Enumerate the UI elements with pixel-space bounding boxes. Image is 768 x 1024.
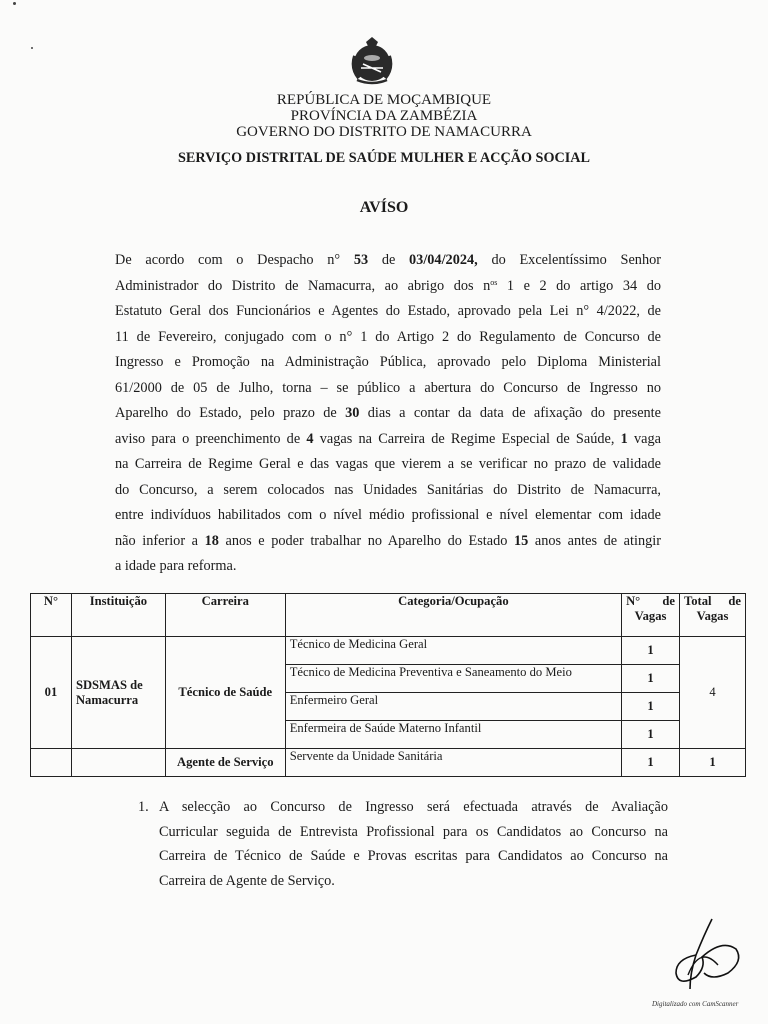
notice-line: Aparelho do Estado, pelo prazo de 30 dias a contar da data de afixação do presente [115,405,662,421]
header-instituicao: Instituição [71,594,165,637]
page-title: AVÍSO [359,199,409,216]
cell-carreira-servico: Agente de Serviço [165,749,285,777]
header-carreira: Carreira [165,594,285,637]
cell-categoria: Enfermeira de Saúde Materno Infantil [285,721,621,749]
header-num: N° [31,594,72,637]
cell-instituicao-empty [71,749,165,777]
cell-vagas: 1 [622,637,680,665]
scanner-watermark: Digitalizado com CamScanner [652,1000,739,1008]
header-categoria: Categoria/Ocupação [285,594,621,637]
cell-carreira-saude: Técnico de Saúde [165,637,285,749]
notice-line: na Carreira de Regime Geral e das vagas que vierem a se verificar no prazo de validade [115,456,661,472]
item-text [159,795,668,893]
item-number: 1. [138,799,149,815]
notice-line: do Concurso, a serem colocados nas Unidades Sanitárias do Distrito de Namacurra, [115,481,661,498]
service-name: SERVIÇO DISTRITAL DE SAÚDE MULHER E ACÇÃO SOCIAL [178,150,590,166]
cell-num-empty [31,749,72,777]
item-line: Carreira de Técnico de Saúde e Provas escritas para Candidatos ao Concurso na [159,848,668,864]
notice-line: a idade para reforma. [115,558,237,574]
cell-categoria: Enfermeiro Geral [285,693,621,721]
notice-line: 61/2000 de 05 de Julho, torna – se público a abertura do Concurso de Ingresso no [115,379,661,396]
cell-num: 01 [31,637,72,749]
table-row [31,749,746,777]
cell-categoria: Técnico de Medicina Geral [285,637,621,665]
notice-paragraph [115,248,661,580]
notice-line: Administrador do Distrito de Namacurra, ao abrigo dos $n^{os}$ 1 e 2 do artigo 34 do [115,277,661,294]
notice-line: 11 de Fevereiro, conjugado com o n° 1 do Artigo 2 do Regulamento de Concurso de [115,328,661,345]
mozambique-coat-of-arms-icon [349,36,395,86]
item-line: Carreira de Agente de Serviço. [159,872,335,889]
header-province: PROVÍNCIA DA ZAMBÉZIA [290,108,478,124]
cell-instituicao: SDSMAS de Namacurra [71,637,165,749]
notice-line: Estatuto Geral dos Funcionários e Agentes do Estado, aprovado pela Lei n° 4/2022, de [115,303,661,319]
vacancies-table [30,593,746,777]
notice-line: entre indivíduos habilitados com o nível médio profissional e nível elementar com idade [115,507,661,523]
header-block [0,92,768,140]
header-total-vagas: Total de Vagas [680,594,746,637]
table-header-row [31,594,746,637]
header-republic: REPÚBLICA DE MOÇAMBIQUE [276,92,492,108]
scan-speck [31,47,33,49]
cell-categoria: Técnico de Medicina Preventiva e Saneamento do Meio [285,665,621,693]
cell-vagas: 1 [622,721,680,749]
cell-categoria: Servente da Unidade Sanitária [285,749,621,777]
cell-vagas: 1 [622,665,680,693]
handwritten-signature-icon [666,915,746,993]
table-row [31,637,746,665]
notice-line: aviso para o preenchimento de 4 vagas na Carreira de Regime Especial de Saúde, 1 vaga [115,430,661,447]
scan-speck [13,2,16,5]
item-line: A selecção ao Concurso de Ingresso será efectuada através de Avaliação [159,799,668,815]
notice-line: não inferior a 18 anos e poder trabalhar no Aparelho do Estado 15 anos antes de atingir [115,532,661,549]
cell-vagas: 1 [622,749,680,777]
cell-total-saude: 4 [680,637,746,749]
cell-vagas: 1 [622,693,680,721]
notice-line: Ingresso e Promoção na Administração Pública, aprovado pelo Diploma Ministerial [115,354,661,370]
cell-total-servico: 1 [680,749,746,777]
item-line: Curricular seguida de Entrevista Profissional para os Candidatos ao Concurso na [159,823,668,840]
header-government: GOVERNO DO DISTRITO DE NAMACURRA [236,124,532,140]
notice-line: De acordo com o Despacho n° 53 de 03/04/2024, do Excelentíssimo Senhor [115,252,662,268]
header-num-vagas: N° de Vagas [622,594,680,637]
